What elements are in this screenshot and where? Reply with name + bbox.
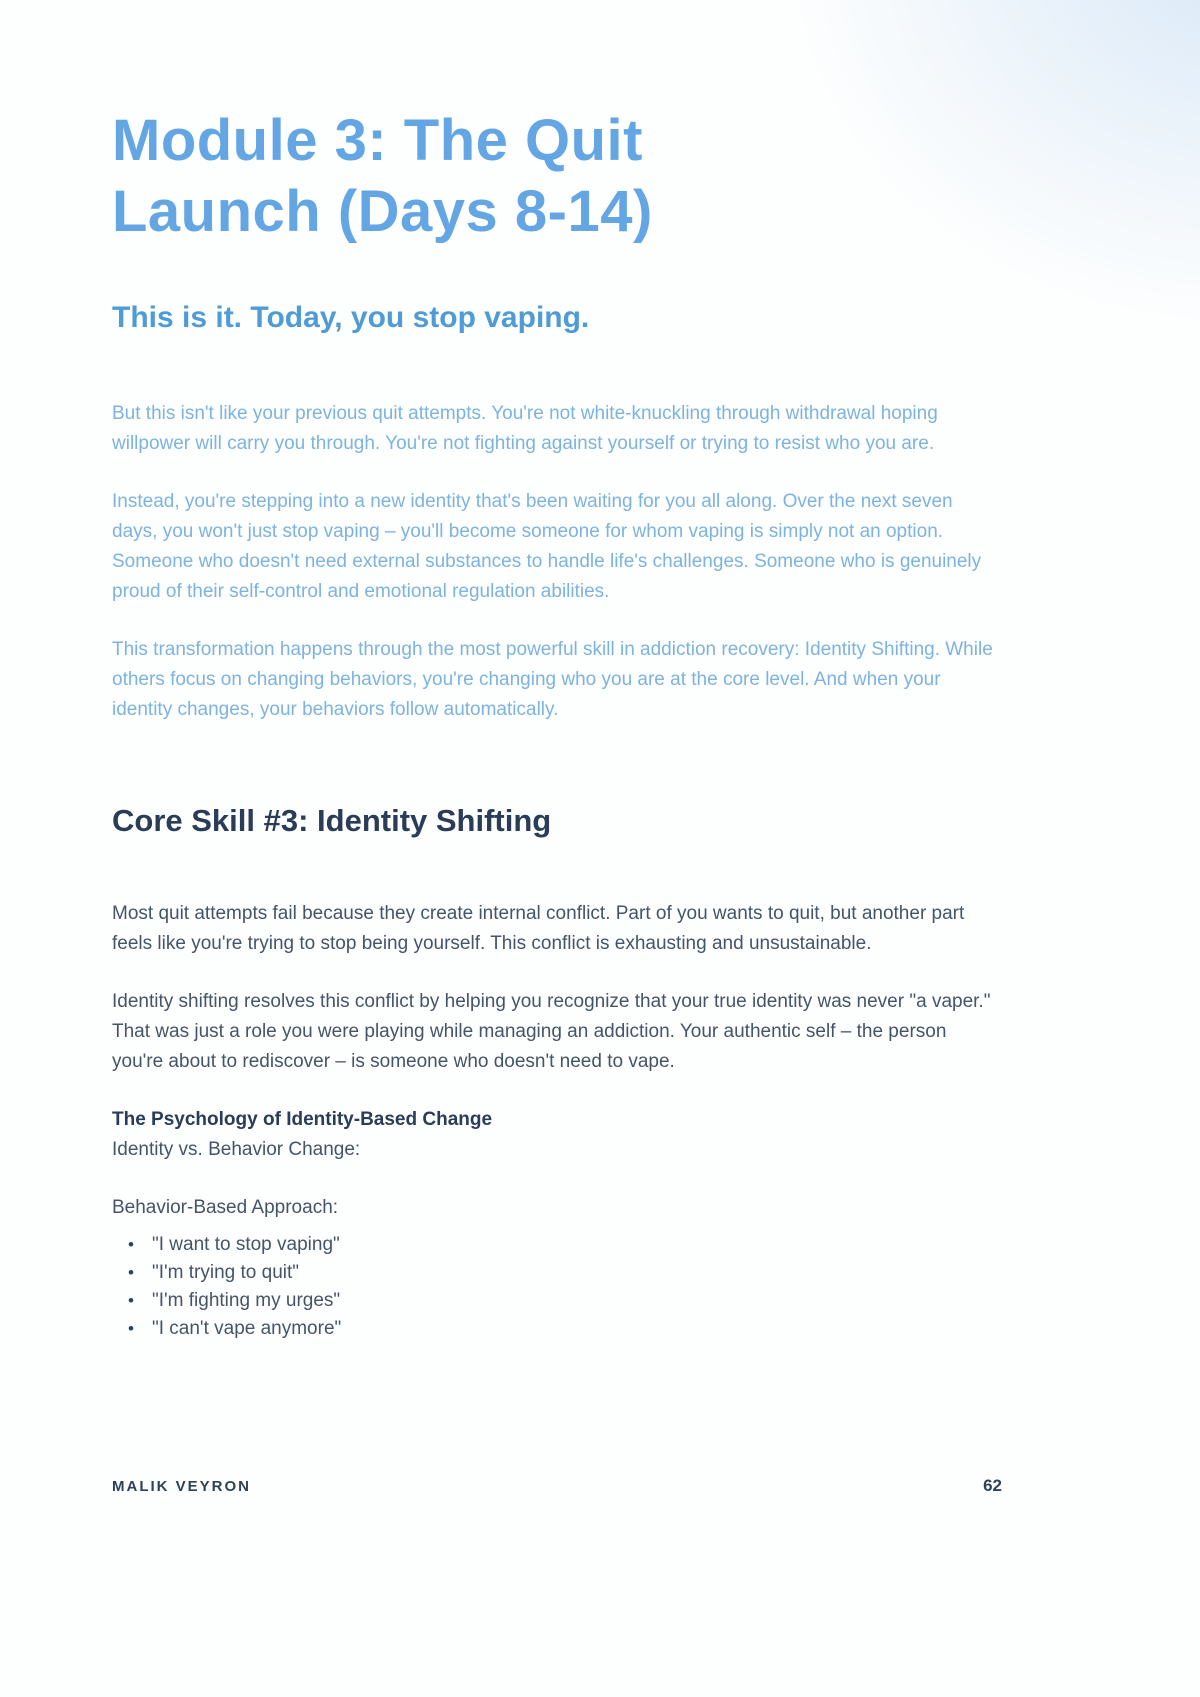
- page-title: [112, 105, 1002, 247]
- list-item: [112, 1315, 1002, 1343]
- bullet-icon: •: [128, 1235, 134, 1254]
- page-subtitle: This is it. Today, you stop vaping.: [112, 301, 590, 334]
- page-title-line1: Module 3: The Quit: [112, 108, 643, 173]
- bullet-icon: •: [128, 1319, 134, 1338]
- subheading-block: [112, 1105, 1002, 1165]
- list-item: [112, 1259, 1002, 1287]
- subheading-line: Identity vs. Behavior Change:: [112, 1139, 361, 1160]
- page-footer: [112, 1476, 1002, 1496]
- footer-page-number: 62: [983, 1476, 1002, 1495]
- intro-paragraph-2: Instead, you're stepping into a new identity that's been waiting for you all along. Over the next seven days, you won't just stop vaping – you'll become someone for whom vaping is simply not an option. Someone who doesn't need external substances to handle life's challenges. Someone who is genuinely proud of their self-control and emotional regulation abilities.: [112, 491, 982, 602]
- section-heading: Core Skill #3: Identity Shifting: [112, 803, 552, 838]
- list-item-text: "I'm trying to quit": [152, 1262, 299, 1283]
- footer-author: MALIK VEYRON: [112, 1478, 252, 1495]
- page-content: [112, 0, 1002, 1343]
- list-item-text: "I'm fighting my urges": [152, 1290, 341, 1311]
- behavior-approach-list: [112, 1231, 1002, 1343]
- list-item: [112, 1287, 1002, 1315]
- subheading-title: The Psychology of Identity-Based Change: [112, 1109, 493, 1130]
- list-item-text: "I want to stop vaping": [152, 1234, 340, 1255]
- page-title-line2: Launch (Days 8-14): [112, 179, 653, 244]
- bullet-icon: •: [128, 1263, 134, 1282]
- list-item: [112, 1231, 1002, 1259]
- body-paragraph-2: Identity shifting resolves this conflict by helping you recognize that your true identity was never "a vaper." That was just a role you were playing while managing an addiction. Your authentic self – the person you're about to rediscover – is someone who doesn't need to vape.: [112, 991, 991, 1072]
- bullet-icon: •: [128, 1291, 134, 1310]
- body-paragraph-1: Most quit attempts fail because they create internal conflict. Part of you wants to quit, but another part feels like you're trying to stop being yourself. This conflict is exhausting and unsustainable.: [112, 903, 965, 954]
- list-item-text: "I can't vape anymore": [152, 1318, 342, 1339]
- intro-paragraph-1: But this isn't like your previous quit attempts. You're not white-knuckling through withdrawal hoping willpower will carry you through. You're not fighting against yourself or trying to resist who you are.: [112, 403, 938, 454]
- intro-paragraph-3: This transformation happens through the most powerful skill in addiction recovery: Identity Shifting. While others focus on changing behaviors, you're changing who you are at the core level. And when your identity changes, your behaviors follow automatically.: [112, 639, 993, 720]
- list-title: Behavior-Based Approach:: [112, 1197, 339, 1218]
